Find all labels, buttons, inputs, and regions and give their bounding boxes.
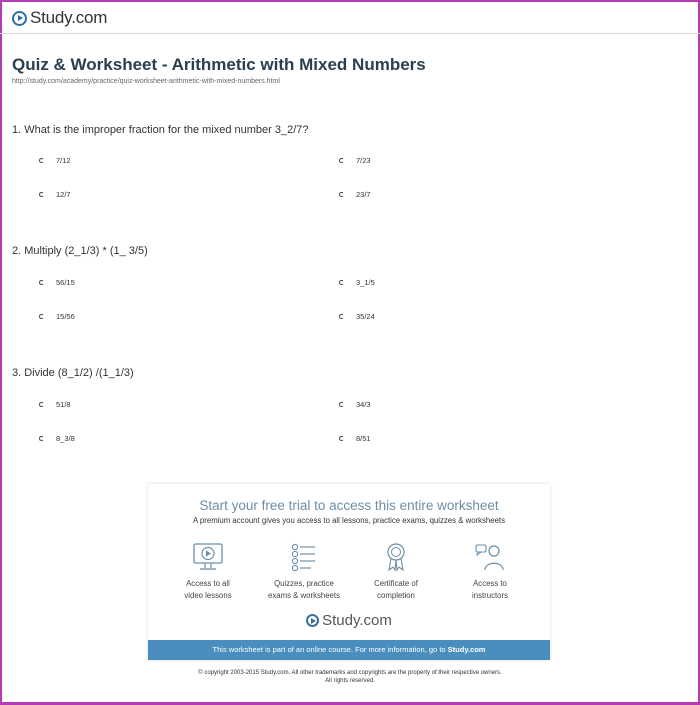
- feature-line-2: instructors: [472, 591, 508, 600]
- option-label: 23/7: [356, 190, 371, 199]
- option-3d[interactable]: [339, 434, 371, 443]
- option-label: 51/8: [56, 400, 71, 409]
- option-label: 7/12: [56, 156, 71, 165]
- feature-line-1: Access to all: [186, 579, 230, 588]
- certificate-icon: [379, 542, 413, 572]
- promo-subtitle: A premium account gives you access to all lessons, practice exams, quizzes & worksheets: [192, 516, 505, 525]
- option-label: 3_1/5: [356, 278, 375, 287]
- feature-certificate: [346, 542, 446, 602]
- option-label: 15/56: [56, 312, 75, 321]
- option-label: 35/24: [356, 312, 375, 321]
- feature-instructors: [440, 542, 540, 602]
- radio-icon[interactable]: [39, 402, 44, 407]
- promo-title[interactable]: Start your free trial to access this entire worksheet: [199, 498, 499, 513]
- question-3: 3. Divide (8_1/2) /(1_1/3): [12, 367, 134, 379]
- radio-icon[interactable]: [339, 158, 344, 163]
- feature-video-lessons: [158, 542, 258, 602]
- option-3c[interactable]: [39, 434, 75, 443]
- copyright-line-2: All rights reserved.: [325, 678, 375, 684]
- option-label: 8_3/8: [56, 434, 75, 443]
- promo-brand-name: Study.com: [322, 612, 392, 629]
- checklist-icon: [287, 542, 321, 572]
- question-1: 1. What is the improper fraction for the mixed number 3_2/7?: [12, 124, 309, 136]
- feature-line-1: Quizzes, practice: [274, 579, 334, 588]
- radio-icon[interactable]: [39, 192, 44, 197]
- option-1d[interactable]: [339, 190, 371, 199]
- course-info-bar: [148, 640, 550, 660]
- radio-icon[interactable]: [39, 436, 44, 441]
- feature-quizzes: [254, 542, 354, 602]
- free-trial-promo: [148, 484, 550, 660]
- option-2b[interactable]: [339, 278, 375, 287]
- feature-line-1: Certificate of: [374, 579, 418, 588]
- option-label: 8/51: [356, 434, 371, 443]
- feature-line-1: Access to: [473, 579, 507, 588]
- radio-icon[interactable]: [339, 314, 344, 319]
- play-logo-icon: [306, 614, 319, 627]
- option-label: 34/3: [356, 400, 371, 409]
- video-lesson-icon: [191, 542, 225, 572]
- option-2c[interactable]: [39, 312, 75, 321]
- option-label: 56/15: [56, 278, 75, 287]
- play-logo-icon: [12, 11, 27, 26]
- radio-icon[interactable]: [39, 158, 44, 163]
- feature-line-2: exams & worksheets: [268, 591, 340, 600]
- option-2d[interactable]: [339, 312, 375, 321]
- page-url[interactable]: http://study.com/academy/practice/quiz-worksheet-arithmetic-with-mixed-numbers.html: [12, 78, 280, 85]
- radio-icon[interactable]: [339, 192, 344, 197]
- question-2: 2. Multiply (2_1/3) * (1_ 3/5): [12, 245, 148, 257]
- feature-line-2: video lessons: [184, 591, 232, 600]
- copyright-line-1: © copyright 2003-2015 Study.com. All other trademarks and copyrights are the property of their respective owners.: [198, 670, 502, 676]
- option-3b[interactable]: [339, 400, 371, 409]
- radio-icon[interactable]: [39, 314, 44, 319]
- instructor-icon: [473, 542, 507, 572]
- course-info-text: This worksheet is part of an online course. For more information, go to: [212, 645, 448, 654]
- page-title: Quiz & Worksheet - Arithmetic with Mixed Numbers: [12, 55, 426, 74]
- option-label: 12/7: [56, 190, 71, 199]
- radio-icon[interactable]: [339, 280, 344, 285]
- feature-line-2: completion: [377, 591, 415, 600]
- course-info-link[interactable]: Study.com: [447, 645, 486, 654]
- option-2a[interactable]: [39, 278, 75, 287]
- brand-logo[interactable]: [12, 8, 107, 28]
- option-1a[interactable]: [39, 156, 71, 165]
- header-divider: [0, 33, 700, 34]
- option-label: 7/23: [356, 156, 371, 165]
- radio-icon[interactable]: [339, 436, 344, 441]
- option-3a[interactable]: [39, 400, 71, 409]
- copyright-footer: [0, 669, 700, 685]
- option-1b[interactable]: [339, 156, 371, 165]
- promo-brand-logo[interactable]: [148, 612, 550, 629]
- brand-name: Study.com: [30, 8, 108, 27]
- radio-icon[interactable]: [339, 402, 344, 407]
- radio-icon[interactable]: [39, 280, 44, 285]
- option-1c[interactable]: [39, 190, 71, 199]
